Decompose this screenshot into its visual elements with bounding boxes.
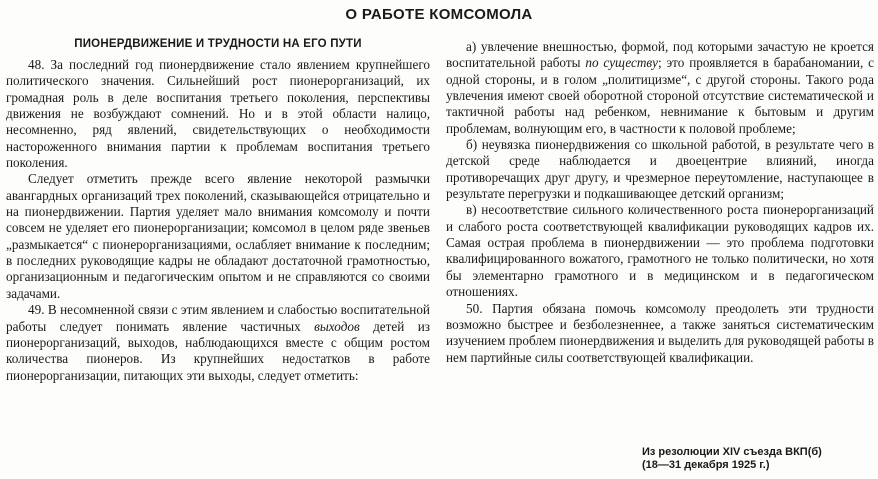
paragraph-49-text-a: 49. В несомненной связи с этим явлением и слабостью воспитательной работы следует понимать явление частичных bbox=[6, 302, 430, 334]
left-column bbox=[6, 38, 430, 384]
paragraph-b: б) неувязка пионердвижения со школьной работой, в результате чего в детской среде наблюдается и двоецентрие влияний, иногда противоречащих друг другу, и чрезмерное переутомление, наступающее в результате перегрузки и подкашивающее детский организм; bbox=[446, 137, 874, 202]
page-title: О РАБОТЕ КОМСОМОЛА bbox=[345, 6, 533, 23]
paragraph-a bbox=[446, 39, 874, 137]
paragraph-a-emphasis: по существу bbox=[585, 55, 658, 71]
paragraph-c: в) несоответствие сильного количественного роста пионерорганизаций и слабого роста соответствующей квалификации руководящих кадров их. Самая острая проблема в пионердвижении — это проблема подготовки квалифицированного вожатого, грамотного не только политически, но хотя бы элементарно грамотного и в медицинском и в педагогическом отношениях. bbox=[446, 202, 874, 300]
paragraph-49-text-b: детей из пионерорганизаций, выходов, наблюдающихся вместе с общим ростом количества пионеров. Из крупнейших недостатков в работе пионерорганизации, питающих эти выходы, следует отметить: bbox=[6, 318, 430, 383]
attribution-line-1: Из резолюции XIV съезда ВКП(б) bbox=[642, 446, 822, 458]
paragraph-48-continued: Следует отметить прежде всего явление некоторой размычки авангардных организаций трех поколений, сказывающейся отрицательно и на пионердвижении. Партия уделяет мало внимания комсомолу и почти совсем не уделяет его пионерорганизации; комсомол в целом ряде звеньев „размыкается“ с пионерорганизациями, ослабляет внимание к последним; в последних руководящие кадры не обладают достаточной грамотностью, организационным и педагогическим опытом и не справляются со своими задачами. bbox=[6, 171, 430, 301]
section-subtitle: ПИОНЕРДВИЖЕНИЕ И ТРУДНОСТИ НА ЕГО ПУТИ bbox=[74, 38, 362, 50]
attribution-line-2: (18—31 декабря 1925 г.) bbox=[642, 459, 770, 471]
paragraph-49-emphasis: выходов bbox=[314, 318, 360, 334]
paragraph-48: 48. За последний год пионердвижение стало явлением крупнейшего политического значения. Сильнейший рост пионерорганизаций, их громадная роль в деле воспитания третьего поколения, перспективы движения не возбуждают сомнений. Но и в этой области налицо, несомненно, ряд явлений, свидетельствующих о необходимости настороженного внимания партии к проблемам воспитания третьего поколения. bbox=[6, 57, 430, 171]
paragraph-a-text-a: а) увлечение внешностью, формой, под которыми зачастую не кроется воспитательной работы bbox=[446, 39, 874, 71]
paragraph-a-text-b: ; это проявляется в барабаномании, с одной стороны, и в голом „политицизме“, с другой стороны. Такого рода увлечения имеют своей оборотной стороной отсутствие систематической и тактичной работы над ребенком, невнимание к бытовым и другим проблемам, волнующим его, в частности к половой проблеме; bbox=[446, 55, 874, 136]
right-column bbox=[446, 38, 874, 366]
paragraph-50: 50. Партия обязана помочь комсомолу преодолеть эти трудности возможно быстрее и безболезненнее, а также заняться систематическим изучением проблем пионердвижения и выделить для руководящей работы в нем партийные силы соответствующей квалификации. bbox=[446, 300, 874, 365]
attribution bbox=[642, 446, 822, 472]
paragraph-49 bbox=[6, 302, 430, 384]
